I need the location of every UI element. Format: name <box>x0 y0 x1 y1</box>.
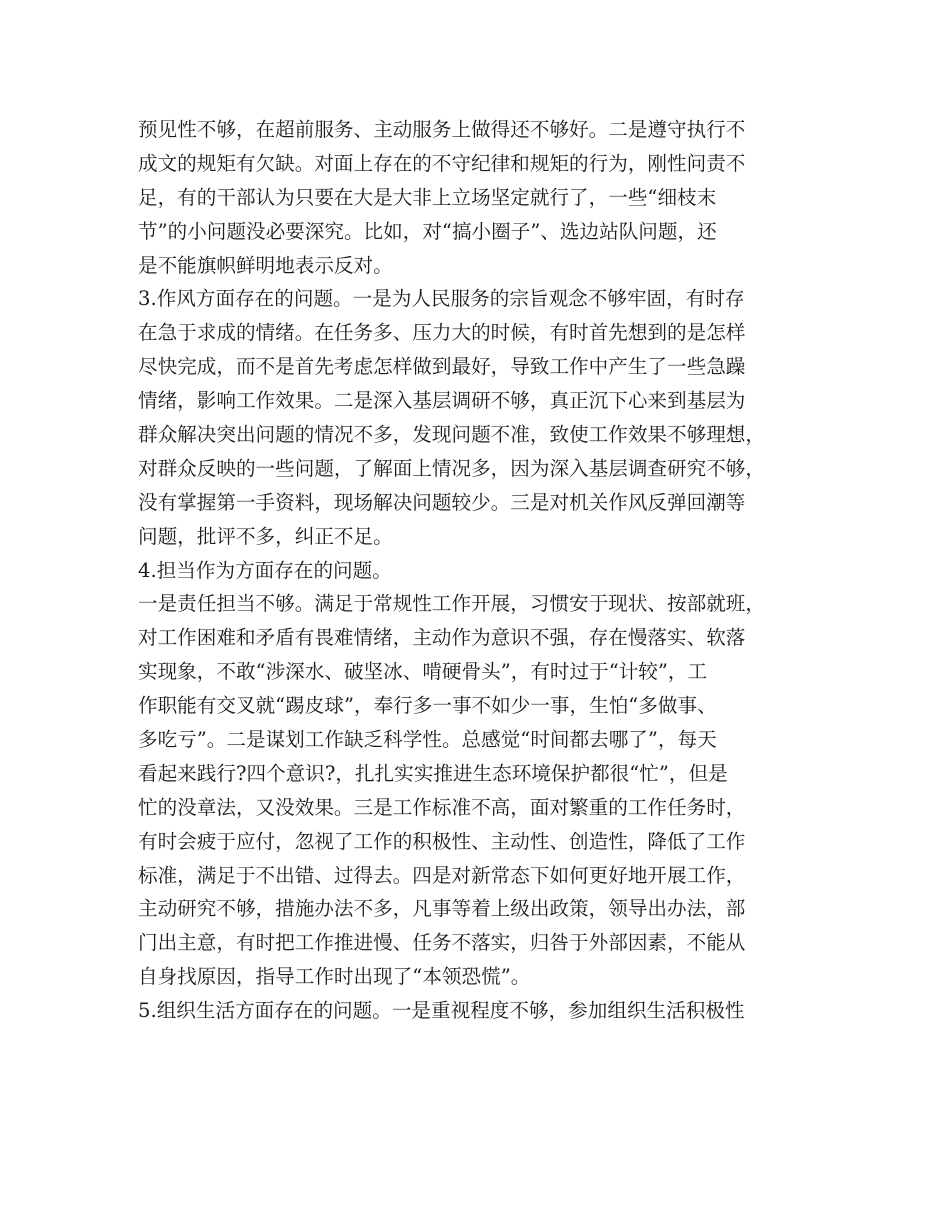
text-line: 成文的规矩有欠缺。对面上存在的不守纪律和规矩的行为，刚性问责不 <box>138 151 746 175</box>
text-line: 在急于求成的情绪。在任务多、压力大的时候，有时首先想到的是怎样 <box>138 321 746 345</box>
text-line: 主动研究不够，措施办法不多，凡事等着上级出政策，领导出办法，部 <box>138 897 746 921</box>
text-line: 看起来践行?四个意识?，扎扎实实推进生态环境保护都很“忙”，但是 <box>138 761 728 785</box>
text-line: 对群众反映的一些问题，了解面上情况多，因为深入基层调查研究不够， <box>138 456 765 480</box>
text-line: 情绪，影响工作效果。二是深入基层调研不够，真正沉下心来到基层为 <box>138 389 746 413</box>
section-heading-3: 3.作风方面存在的问题。一是为人民服务的宗旨观念不够牢固，有时存 <box>138 287 745 311</box>
text-line: 足，有的干部认为只要在大是大非上立场坚定就行了，一些“细枝末 <box>138 185 717 209</box>
text-line: 标准，满足于不出错、过得去。四是对新常态下如何更好地开展工作， <box>138 863 746 887</box>
text-line: 节”的小问题没必要深究。比如，对“搞小圈子”、选边站队问题，还 <box>138 219 717 243</box>
text-line: 门出主意，有时把工作推进慢、任务不落实，归咎于外部因素，不能从 <box>138 931 746 955</box>
section-heading-4: 4.担当作为方面存在的问题。 <box>138 558 392 582</box>
text-line: 尽快完成，而不是首先考虑怎样做到最好，导致工作中产生了一些急躁 <box>138 355 746 379</box>
text-line: 是不能旗帜鲜明地表示反对。 <box>138 253 393 277</box>
text-line: 自身找原因，指导工作时出现了“本领恐慌”。 <box>138 965 531 989</box>
text-line: 作职能有交叉就“踢皮球”，奉行多一事不如少一事，生怕“多做事、 <box>138 694 717 718</box>
text-line: 多吃亏”。二是谋划工作缺乏科学性。总感觉“时间都去哪了”，每天 <box>138 728 717 752</box>
text-line: 没有掌握第一手资料，现场解决问题较少。三是对机关作风反弹回潮等 <box>138 490 746 514</box>
text-line: 对工作困难和矛盾有畏难情绪，主动作为意识不强，存在慢落实、软落 <box>138 626 746 650</box>
text-line: 群众解决突出问题的情况不多，发现问题不准，致使工作效果不够理想， <box>138 423 765 447</box>
text-line: 忙的没章法，又没效果。三是工作标准不高，面对繁重的工作任务时， <box>138 795 746 819</box>
body-text <box>138 113 838 1028</box>
text-line: 预见性不够，在超前服务、主动服务上做得还不够好。二是遵守执行不 <box>138 118 746 141</box>
section-heading-5: 5.组织生活方面存在的问题。一是重视程度不够，参加组织生活积极性 <box>138 999 745 1023</box>
text-line: 实现象，不敢“涉深水、破坚冰、啃硬骨头”，有时过于“计较”，工 <box>138 660 708 684</box>
text-line: 一是责任担当不够。满足于常规性工作开展，习惯安于现状、按部就班， <box>138 592 765 616</box>
text-line: 有时会疲于应付，忽视了工作的积极性、主动性、创造性，降低了工作 <box>138 829 746 853</box>
text-line: 问题，批评不多，纠正不足。 <box>138 524 393 548</box>
